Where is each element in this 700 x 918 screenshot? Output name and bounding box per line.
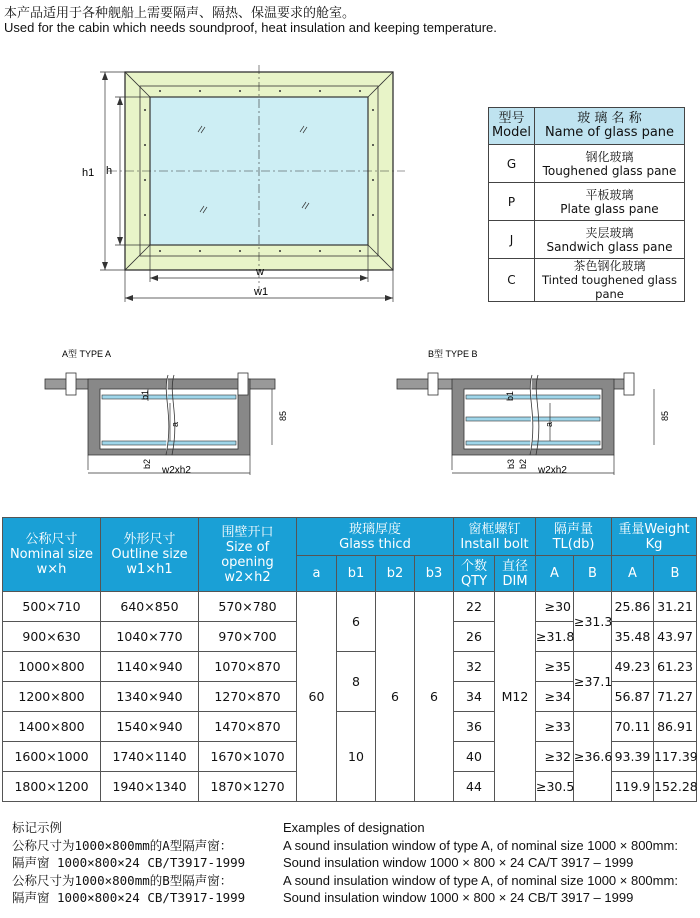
glass-row: C 茶色钢化玻璃 Tinted toughened glass pane [489, 259, 685, 302]
merged-b3: 6 [415, 592, 454, 802]
header-outline: 外形尺寸 Outline size w1×h1 [101, 518, 199, 592]
designation-notes-en [283, 819, 678, 907]
header-tl: 隔声量 TL(db) [536, 518, 612, 556]
table-row: 900×630 1040×770 970×700 26 ≥31.8 35.48 43.97 [3, 622, 697, 652]
note-en-line: A sound insulation window of type A, of nominal size 1000 × 800mm: [283, 872, 678, 888]
section-type-b-drawing [392, 345, 692, 485]
header-sub-b1: b1 [337, 556, 376, 592]
b-dim-85: 85 [660, 410, 670, 421]
a-dim-b2: b2 [142, 458, 152, 469]
header-weight-a: A [612, 556, 654, 592]
header-sub-a: a [297, 556, 337, 592]
merged-b2: 6 [376, 592, 415, 802]
table-row: 1800×1200 1940×1340 1870×1270 44 ≥30.5 119.9 152.28 [3, 772, 697, 802]
note-cn-line: 公称尺寸为1000×800mm的A型隔声窗： [12, 837, 233, 853]
a-dim-b1: b1 [140, 389, 150, 400]
front-view-drawing [70, 60, 410, 310]
dim-w1-label: w1 [254, 286, 269, 298]
table-row: 1600×1000 1740×1140 1670×1070 40 ≥32 93.39 117.39 [3, 742, 697, 772]
a-dim-a: a [170, 421, 180, 427]
b-dim-b2: b2 [518, 458, 528, 469]
merged-b1-2: 8 [337, 652, 376, 712]
header-weight: 重量Weight Kg [612, 518, 697, 556]
merged-tl-b3: ≥36.6 [574, 712, 612, 802]
spec-table [2, 517, 697, 802]
header-tl-b: B [574, 556, 612, 592]
type-b-label: B型 TYPE B [428, 349, 478, 359]
header-opening: 围壁开口 Size of opening w2×h2 [199, 518, 297, 592]
header-glass: 玻璃厚度 Glass thicd [297, 518, 454, 556]
merged-a: 60 [297, 592, 337, 802]
glass-header-model: 型号 Model [489, 108, 535, 145]
glass-header-name: 玻 璃 名 称 Name of glass pane [535, 108, 685, 145]
header-nominal: 公称尺寸 Nominal size w×h [3, 518, 101, 592]
note-cn-line: 公称尺寸为1000×800mm的B型隔声窗： [12, 872, 233, 888]
note-cn-line: 标记示例 [12, 820, 63, 835]
table-row: 500×710 640×850 570×780 60 6 6 6 22 M12 ≥30 ≥31.3 25.86 31.21 [3, 592, 697, 622]
dim-w-label: w [256, 266, 264, 278]
designation-notes-cn [12, 819, 245, 907]
intro-chinese: 本产品适用于各种舰船上需要隔声、隔热、保温要求的舱室。 [4, 6, 356, 21]
a-dim-85: 85 [278, 410, 288, 421]
merged-tl-b2: ≥37.1 [574, 652, 612, 712]
a-dim-w2h2: w2xh2 [162, 465, 191, 476]
b-dim-b1: b1 [505, 390, 515, 401]
b-dim-w2h2: w2xh2 [538, 465, 567, 476]
merged-b1-3: 10 [337, 712, 376, 802]
section-type-a-drawing [40, 345, 340, 485]
note-en-line: Sound insulation window 1000 × 800 × 24 CB/T 3917 – 1999 [283, 890, 634, 905]
header-sub-b3: b3 [415, 556, 454, 592]
glass-type-table [488, 107, 685, 302]
dim-h1-label: h1 [82, 167, 95, 179]
glass-row: G 钢化玻璃 Toughened glass pane [489, 145, 685, 183]
header-dim: 直径 DIM [495, 556, 536, 592]
note-en-line: Examples of designation [283, 820, 425, 835]
table-row: 1400×800 1540×940 1470×870 10 36 ≥33 ≥36.6 70.11 86.91 [3, 712, 697, 742]
note-cn-line: 隔声窗 1000×800×24 CB/T3917-1999 [12, 890, 246, 905]
header-weight-b: B [654, 556, 697, 592]
glass-row: J 夹层玻璃 Sandwich glass pane [489, 221, 685, 259]
merged-tl-b1: ≥31.3 [574, 592, 612, 652]
note-cn-line: 隔声窗 1000×800×24 CB/T3917-1999 [12, 855, 246, 870]
glass-row: P 平板玻璃 Plate glass pane [489, 183, 685, 221]
dim-h-label: h [106, 165, 113, 177]
b-dim-a: a [544, 421, 554, 427]
header-sub-b2: b2 [376, 556, 415, 592]
table-row: 1200×800 1340×940 1270×870 34 ≥34 56.87 71.27 [3, 682, 697, 712]
header-qty: 个数 QTY [454, 556, 495, 592]
note-en-line: A sound insulation window of type A, of nominal size 1000 × 800mm: [283, 837, 678, 853]
merged-b1-1: 6 [337, 592, 376, 652]
header-bolt: 窗框螺钉 Install bolt [454, 518, 536, 556]
header-tl-a: A [536, 556, 574, 592]
merged-dim: M12 [495, 592, 536, 802]
note-en-line: Sound insulation window 1000 × 800 × 24 CA/T 3917 – 1999 [283, 855, 634, 870]
type-a-label: A型 TYPE A [62, 349, 112, 359]
intro-english: Used for the cabin which needs soundproof, heat insulation and keeping temperature. [4, 20, 497, 35]
b-dim-b3: b3 [506, 458, 516, 469]
table-row: 1000×800 1140×940 1070×870 8 32 ≥35 ≥37.1 49.23 61.23 [3, 652, 697, 682]
